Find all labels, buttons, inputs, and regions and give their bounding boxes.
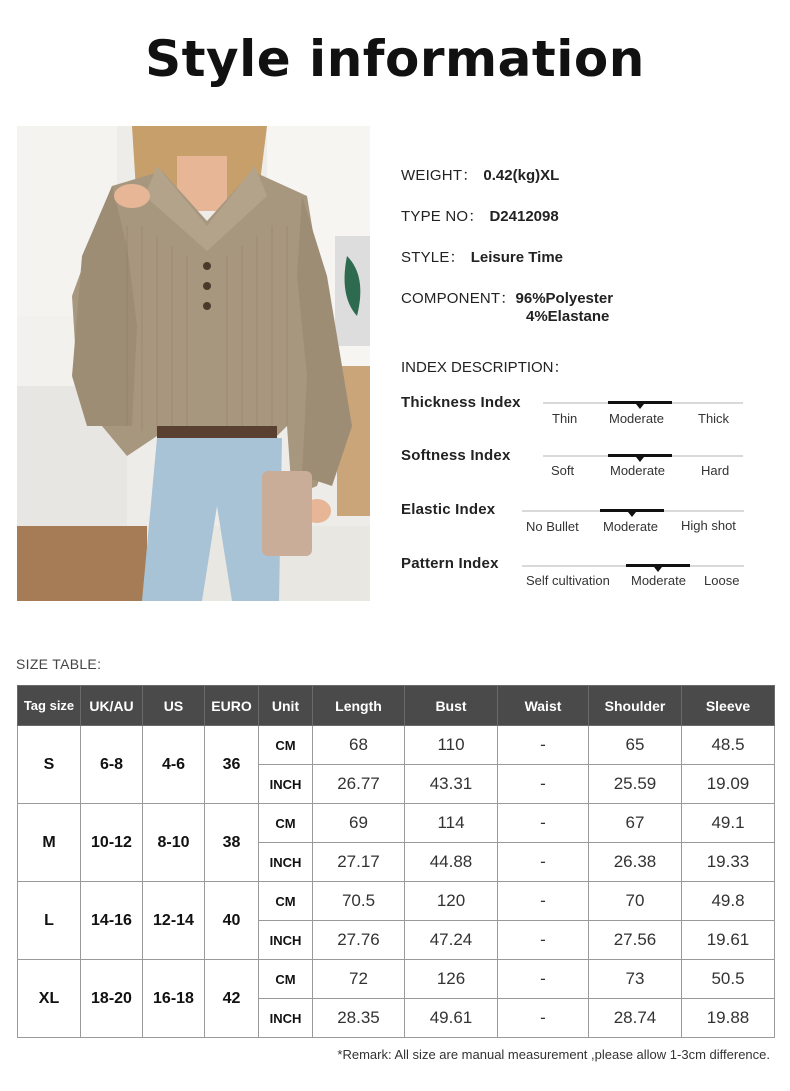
component-row	[401, 287, 613, 308]
style-label: STYLE：	[401, 249, 465, 266]
length-inch: 26.77	[313, 765, 405, 804]
size-table-header-row	[18, 686, 775, 726]
component-value-1: 96%Polyester	[515, 290, 614, 307]
length-cm: 70.5	[313, 882, 405, 921]
unit-inch: INCH	[259, 921, 313, 960]
thickness-option-thin: Thin	[552, 411, 578, 426]
unit-inch: INCH	[259, 999, 313, 1038]
header-uk-au: UK/AU	[81, 686, 143, 726]
sleeve-cm: 48.5	[682, 726, 775, 765]
weight-label: WEIGHT：	[401, 167, 478, 184]
shoulder-inch: 28.74	[589, 999, 682, 1038]
bust-cm: 114	[405, 804, 498, 843]
header-sleeve: Sleeve	[682, 686, 775, 726]
sleeve-cm: 49.8	[682, 882, 775, 921]
softness-index-label: Softness Index	[401, 447, 511, 464]
sleeve-inch: 19.09	[682, 765, 775, 804]
thickness-option-moderate: Moderate	[609, 411, 664, 426]
size-tag: M	[18, 804, 81, 882]
size-ukau: 18-20	[81, 960, 143, 1038]
thickness-index-label: Thickness Index	[401, 394, 521, 411]
bust-inch: 44.88	[405, 843, 498, 882]
size-us: 12-14	[143, 882, 205, 960]
waist-inch: -	[498, 843, 589, 882]
length-cm: 72	[313, 960, 405, 999]
component-label: COMPONENT：	[401, 290, 516, 307]
size-ukau: 6-8	[81, 726, 143, 804]
waist-cm: -	[498, 882, 589, 921]
pattern-index-label: Pattern Index	[401, 555, 499, 572]
sleeve-cm: 50.5	[682, 960, 775, 999]
unit-cm: CM	[259, 960, 313, 999]
header-shoulder: Shoulder	[589, 686, 682, 726]
pattern-option-moderate: Moderate	[631, 573, 686, 588]
header-euro: EURO	[205, 686, 259, 726]
size-us: 8-10	[143, 804, 205, 882]
waist-cm: -	[498, 804, 589, 843]
header-waist: Waist	[498, 686, 589, 726]
shoulder-cm: 67	[589, 804, 682, 843]
product-photo	[17, 126, 370, 601]
type-value: D2412098	[489, 208, 559, 225]
style-value: Leisure Time	[470, 249, 563, 266]
size-euro: 40	[205, 882, 259, 960]
thickness-index-pointer-icon	[636, 404, 644, 409]
size-ukau: 10-12	[81, 804, 143, 882]
length-inch: 28.35	[313, 999, 405, 1038]
component-value-2: 4%Elastane	[526, 308, 610, 325]
table-row	[18, 726, 775, 765]
unit-cm: CM	[259, 726, 313, 765]
length-cm: 69	[313, 804, 405, 843]
length-inch: 27.17	[313, 843, 405, 882]
waist-cm: -	[498, 726, 589, 765]
bust-cm: 126	[405, 960, 498, 999]
header-unit: Unit	[259, 686, 313, 726]
bust-cm: 120	[405, 882, 498, 921]
size-table-title: SIZE TABLE:	[16, 656, 102, 672]
table-row	[18, 882, 775, 921]
unit-cm: CM	[259, 804, 313, 843]
size-euro: 36	[205, 726, 259, 804]
shoulder-inch: 26.38	[589, 843, 682, 882]
sleeve-inch: 19.61	[682, 921, 775, 960]
table-row	[18, 804, 775, 843]
shoulder-cm: 70	[589, 882, 682, 921]
waist-inch: -	[498, 921, 589, 960]
size-euro: 42	[205, 960, 259, 1038]
shoulder-cm: 65	[589, 726, 682, 765]
softness-index-pointer-icon	[636, 457, 644, 462]
size-tag: L	[18, 882, 81, 960]
header-tag-size: Tag size	[18, 686, 81, 726]
size-ukau: 14-16	[81, 882, 143, 960]
shoulder-inch: 27.56	[589, 921, 682, 960]
thickness-option-thick: Thick	[698, 411, 730, 426]
size-table	[17, 685, 775, 1038]
weight-row	[401, 164, 559, 185]
page-title: Style information	[145, 30, 645, 88]
elastic-index-label: Elastic Index	[401, 501, 496, 518]
softness-option-hard: Hard	[701, 463, 730, 478]
size-us: 16-18	[143, 960, 205, 1038]
unit-cm: CM	[259, 882, 313, 921]
size-tag: S	[18, 726, 81, 804]
pattern-index-pointer-icon	[654, 567, 662, 572]
size-tag: XL	[18, 960, 81, 1038]
sleeve-cm: 49.1	[682, 804, 775, 843]
softness-option-soft: Soft	[551, 463, 575, 478]
header-bust: Bust	[405, 686, 498, 726]
size-us: 4-6	[143, 726, 205, 804]
unit-inch: INCH	[259, 843, 313, 882]
header-length: Length	[313, 686, 405, 726]
elastic-option-no-bullet: No Bullet	[526, 519, 579, 534]
unit-inch: INCH	[259, 765, 313, 804]
header-us: US	[143, 686, 205, 726]
table-row	[18, 960, 775, 999]
type-label: TYPE NO：	[401, 208, 484, 225]
sleeve-inch: 19.88	[682, 999, 775, 1038]
type-row	[401, 205, 559, 226]
size-euro: 38	[205, 804, 259, 882]
bust-inch: 43.31	[405, 765, 498, 804]
elastic-index-pointer-icon	[628, 512, 636, 517]
elastic-option-moderate: Moderate	[603, 519, 658, 534]
length-cm: 68	[313, 726, 405, 765]
elastic-option-high-shot: High shot	[681, 518, 736, 533]
bust-inch: 47.24	[405, 921, 498, 960]
length-inch: 27.76	[313, 921, 405, 960]
sleeve-inch: 19.33	[682, 843, 775, 882]
waist-inch: -	[498, 999, 589, 1038]
product-photo-illustration	[17, 126, 370, 601]
style-row	[401, 246, 563, 267]
bust-cm: 110	[405, 726, 498, 765]
waist-cm: -	[498, 960, 589, 999]
waist-inch: -	[498, 765, 589, 804]
shoulder-inch: 25.59	[589, 765, 682, 804]
shoulder-cm: 73	[589, 960, 682, 999]
weight-value: 0.42(kg)XL	[483, 167, 560, 184]
size-remark: *Remark: All size are manual measurement ,please allow 1-3cm difference.	[337, 1047, 770, 1062]
pattern-option-self-cultivation: Self cultivation	[526, 573, 610, 588]
index-heading: INDEX DESCRIPTION：	[401, 359, 569, 376]
softness-option-moderate: Moderate	[610, 463, 665, 478]
bust-inch: 49.61	[405, 999, 498, 1038]
pattern-option-loose: Loose	[704, 573, 740, 588]
